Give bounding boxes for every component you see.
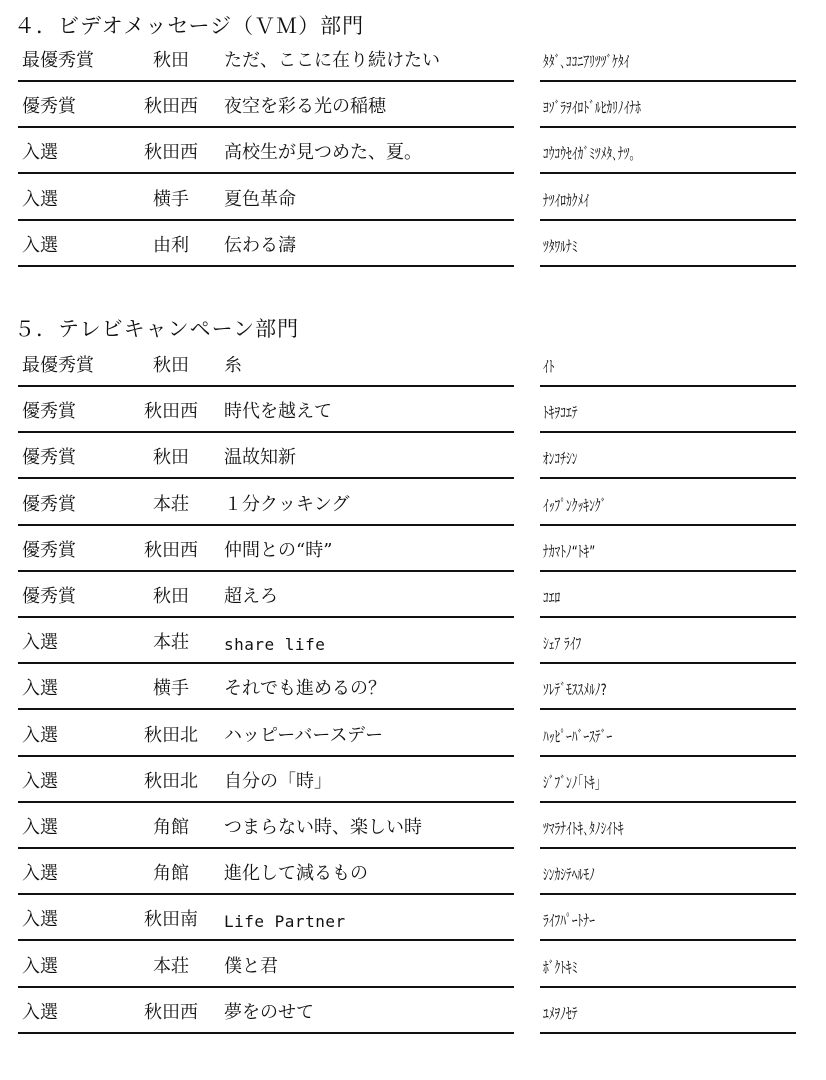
award-label: 入選 <box>22 955 58 977</box>
school-name: 秋田西 <box>144 401 198 423</box>
award-label: 入選 <box>22 909 58 931</box>
award-row <box>0 849 826 895</box>
award-label: 入選 <box>22 863 58 885</box>
title-kana-reading: ｼｪｱ ﾗｲﾌ <box>543 634 582 654</box>
award-row <box>0 942 826 988</box>
kana-underline-rule <box>540 265 796 267</box>
school-name: 角館 <box>153 817 189 838</box>
award-row <box>0 36 826 82</box>
school-name: 本荘 <box>153 955 189 977</box>
award-label: 入選 <box>22 817 58 838</box>
award-row <box>0 221 826 267</box>
work-title: 仲間との“時” <box>224 539 333 561</box>
award-label: 入選 <box>22 770 58 792</box>
work-title: 夢をのせて <box>224 1001 314 1023</box>
kana-underline-rule <box>540 1032 796 1034</box>
award-label: 最優秀賞 <box>22 355 94 376</box>
school-name: 角館 <box>153 863 189 885</box>
award-label: 優秀賞 <box>22 586 76 607</box>
title-kana-reading: ﾂﾏﾗﾅｲﾄｷ､ﾀﾉｼｲﾄｷ <box>543 819 624 838</box>
underline-rule <box>18 265 514 267</box>
award-label: 入選 <box>22 188 58 210</box>
title-kana-reading: ｺｴﾛ <box>543 588 561 607</box>
school-name: 秋田南 <box>144 909 198 931</box>
title-kana-reading: ﾖｿﾞﾗｦｲﾛﾄﾞﾙﾋｶﾘﾉｲﾅﾎ <box>543 98 641 118</box>
title-kana-reading: ﾊｯﾋﾟｰﾊﾞｰｽﾃﾞｰ <box>543 726 613 746</box>
award-row <box>0 480 826 526</box>
work-title: 時代を越えて <box>224 401 332 423</box>
work-title: 温故知新 <box>224 447 296 469</box>
school-name: 横手 <box>153 188 189 210</box>
section-heading: ４．ビデオメッセージ（ＶＭ）部門 <box>14 14 365 38</box>
work-title: １分クッキング <box>224 493 350 515</box>
award-row <box>0 757 826 803</box>
award-row <box>0 341 826 387</box>
award-row <box>0 895 826 941</box>
school-name: 秋田西 <box>144 539 198 561</box>
work-title: ただ、ここに在り続けたい <box>224 50 440 71</box>
title-kana-reading: ｼﾞﾌﾞﾝﾉ｢ﾄｷ｣ <box>543 772 601 792</box>
award-label: 優秀賞 <box>22 539 76 561</box>
title-kana-reading: ﾂﾀﾜﾙﾅﾐ <box>543 236 578 256</box>
school-name: 秋田 <box>153 50 189 71</box>
title-kana-reading: ﾎﾞｸﾄｷﾐ <box>543 957 578 977</box>
award-row <box>0 387 826 433</box>
title-kana-reading: ﾗｲﾌﾊﾟｰﾄﾅｰ <box>543 911 595 931</box>
award-row <box>0 618 826 664</box>
work-title: つまらない時、楽しい時 <box>224 817 422 838</box>
award-label: 入選 <box>22 678 58 700</box>
award-row <box>0 572 826 618</box>
award-row <box>0 988 826 1034</box>
award-label: 入選 <box>22 142 58 164</box>
title-kana-reading: ﾅﾂｲﾛｶｸﾒｲ <box>543 190 590 210</box>
school-name: 由利 <box>153 234 189 256</box>
work-title: 僕と君 <box>224 955 278 977</box>
award-row <box>0 526 826 572</box>
award-label: 入選 <box>22 632 58 654</box>
underline-rule <box>18 1032 514 1034</box>
award-row <box>0 175 826 221</box>
award-row <box>0 803 826 849</box>
work-title: 高校生が見つめた、夏。 <box>224 142 422 164</box>
school-name: 秋田西 <box>144 142 198 164</box>
school-name: 秋田 <box>153 447 189 469</box>
award-row <box>0 128 826 174</box>
award-label: 最優秀賞 <box>22 50 94 71</box>
title-kana-reading: ｼﾝｶｼﾃﾍﾙﾓﾉ <box>543 865 595 885</box>
award-row <box>0 433 826 479</box>
title-kana-reading: ﾄｷｦｺｴﾃ <box>543 403 578 423</box>
school-name: 横手 <box>153 678 189 700</box>
work-title: Life Partner <box>224 912 346 932</box>
work-title: 糸 <box>224 355 242 376</box>
work-title: それでも進めるの？ <box>224 678 386 700</box>
title-kana-reading: ｿﾚﾃﾞﾓｽｽﾒﾙﾉ? <box>543 680 607 700</box>
award-label: 優秀賞 <box>22 401 76 423</box>
work-title: ハッピーバースデー <box>224 724 384 746</box>
award-label: 優秀賞 <box>22 96 76 118</box>
award-label: 入選 <box>22 724 58 746</box>
work-title: 伝わる濤 <box>224 234 296 256</box>
title-kana-reading: ｵﾝｺﾁｼﾝ <box>543 449 578 469</box>
title-kana-reading: ﾀﾀﾞ､ｺｺﾆｱﾘﾂﾂﾞｹﾀｲ <box>543 52 630 71</box>
award-row <box>0 82 826 128</box>
award-row <box>0 664 826 710</box>
school-name: 秋田 <box>153 586 189 607</box>
work-title: 進化して減るもの <box>224 863 368 885</box>
award-label: 優秀賞 <box>22 493 76 515</box>
school-name: 本荘 <box>153 493 189 515</box>
award-row <box>0 711 826 757</box>
title-kana-reading: ｺｳｺｳｾｲｶﾞﾐﾂﾒﾀ､ﾅﾂ｡ <box>543 144 636 164</box>
work-title: share life <box>224 635 326 655</box>
work-title: 自分の「時」 <box>224 770 332 792</box>
section-heading: ５．テレビキャンペーン部門 <box>14 317 300 341</box>
school-name: 秋田西 <box>144 1001 198 1023</box>
award-label: 入選 <box>22 1001 58 1023</box>
title-kana-reading: ﾕﾒｦﾉｾﾃ <box>543 1003 578 1023</box>
school-name: 秋田西 <box>144 96 198 118</box>
work-title: 夏色革命 <box>224 188 296 210</box>
title-kana-reading: ﾅｶﾏﾄﾉ“ﾄｷ” <box>543 541 596 561</box>
award-label: 入選 <box>22 234 58 256</box>
work-title: 夜空を彩る光の稲穂 <box>224 96 386 118</box>
school-name: 秋田北 <box>144 770 198 792</box>
school-name: 秋田 <box>153 355 189 376</box>
title-kana-reading: ｲｯﾌﾟﾝｸｯｷﾝｸﾞ <box>543 495 607 515</box>
school-name: 本荘 <box>153 632 189 654</box>
award-label: 優秀賞 <box>22 447 76 469</box>
school-name: 秋田北 <box>144 724 198 746</box>
title-kana-reading: ｲﾄ <box>543 357 555 376</box>
work-title: 超えろ <box>224 586 278 607</box>
